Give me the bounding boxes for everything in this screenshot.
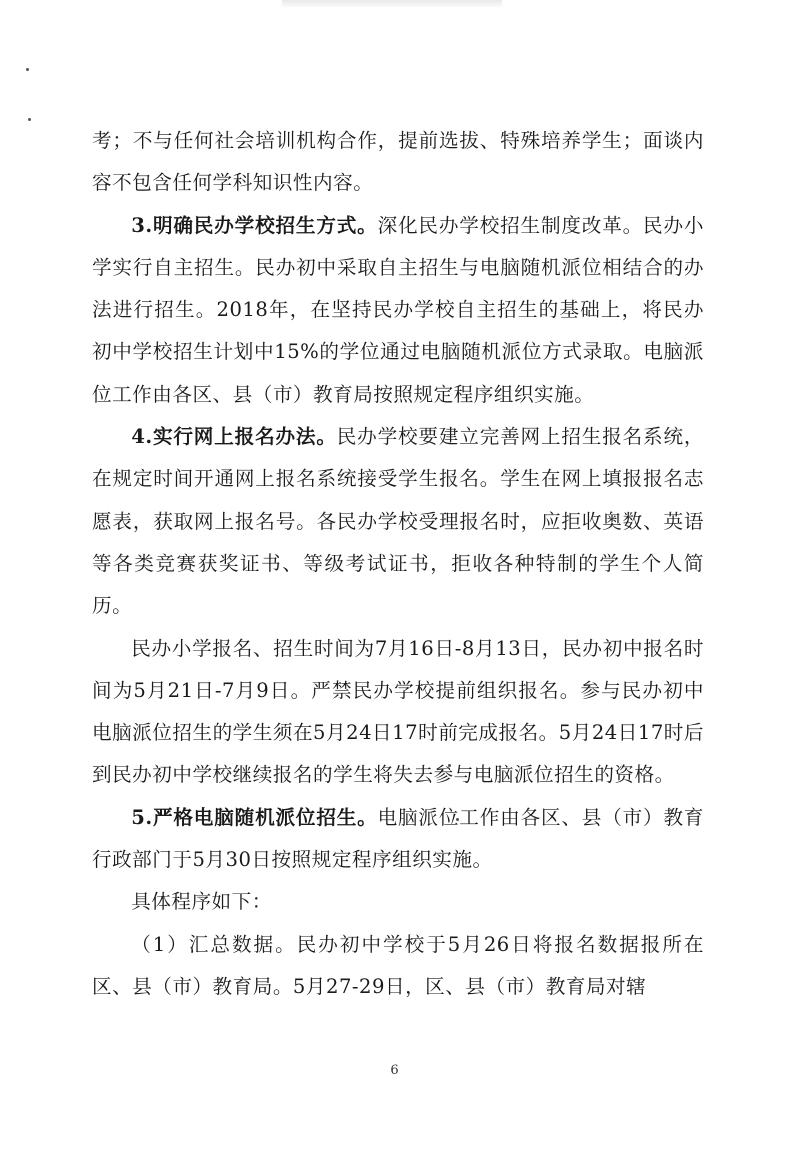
- scan-speck: [28, 118, 31, 121]
- paragraph-heading: 3.明确民办学校招生方式。: [131, 213, 378, 237]
- paragraph-text: 电脑派位工作由各区、县（市）教育行政部门于5月30日按照规定程序组织实施。: [92, 805, 704, 872]
- paragraph-text: （1）汇总数据。民办初中学校于5月26日将报名数据报所在区、县（市）教育局。5月27-29日，区、县（市）教育局对辖: [92, 932, 704, 998]
- paragraph-text: 深化民办学校招生制度改革。民办小学实行自主招生。民办初中采取自主招生与电脑随机派位相结合的办法进行招生。2018年，在坚持民办学校自主招生的基础上，将民办初中学校招生计划中15%的学位通过电脑随机派位方式录取。电脑派位工作由各区、县（市）教育局按照规定程序组织实施。: [92, 213, 704, 406]
- paragraph-continuation: [92, 120, 704, 205]
- paragraph-procedure-step-1: [92, 924, 704, 1009]
- paragraph-computer-lottery: [92, 797, 704, 882]
- paragraph-heading: 4.实行网上报名办法。: [131, 425, 337, 449]
- scan-speck: [26, 68, 29, 71]
- paragraph-procedure-intro: [92, 881, 704, 923]
- document-body: [92, 120, 704, 1008]
- paragraph-text: 具体程序如下：: [131, 890, 272, 914]
- paragraph-text: 考；不与任何社会培训机构合作，提前选拔、特殊培养学生；面谈内容不包含任何学科知识性内容。: [92, 129, 704, 195]
- paragraph-online-registration: [92, 416, 704, 627]
- page-number: 6: [390, 1063, 399, 1078]
- scan-top-mark: [282, 0, 502, 7]
- paragraph-admission-method: [92, 205, 704, 416]
- paragraph-text: 民办小学报名、招生时间为7月16日-8月13日，民办初中报名时间为5月21日-7月9日。严禁民办学校提前组织报名。参与民办初中电脑派位招生的学生须在5月24日17时前完成报名。5月24日17时后到民办初中学校继续报名的学生将失去参与电脑派位招生的资格。: [92, 636, 704, 787]
- paragraph-heading: 5.严格电脑随机派位招生。: [131, 805, 378, 829]
- paragraph-registration-dates: [92, 628, 704, 797]
- paragraph-text: 民办学校要建立完善网上招生报名系统，在规定时间开通网上报名系统接受学生报名。学生在网上填报报名志愿表，获取网上报名号。各民办学校受理报名时，应拒收奥数、英语等各类竞赛获奖证书、等级考试证书，拒收各种特制的学生个人简历。: [92, 425, 704, 618]
